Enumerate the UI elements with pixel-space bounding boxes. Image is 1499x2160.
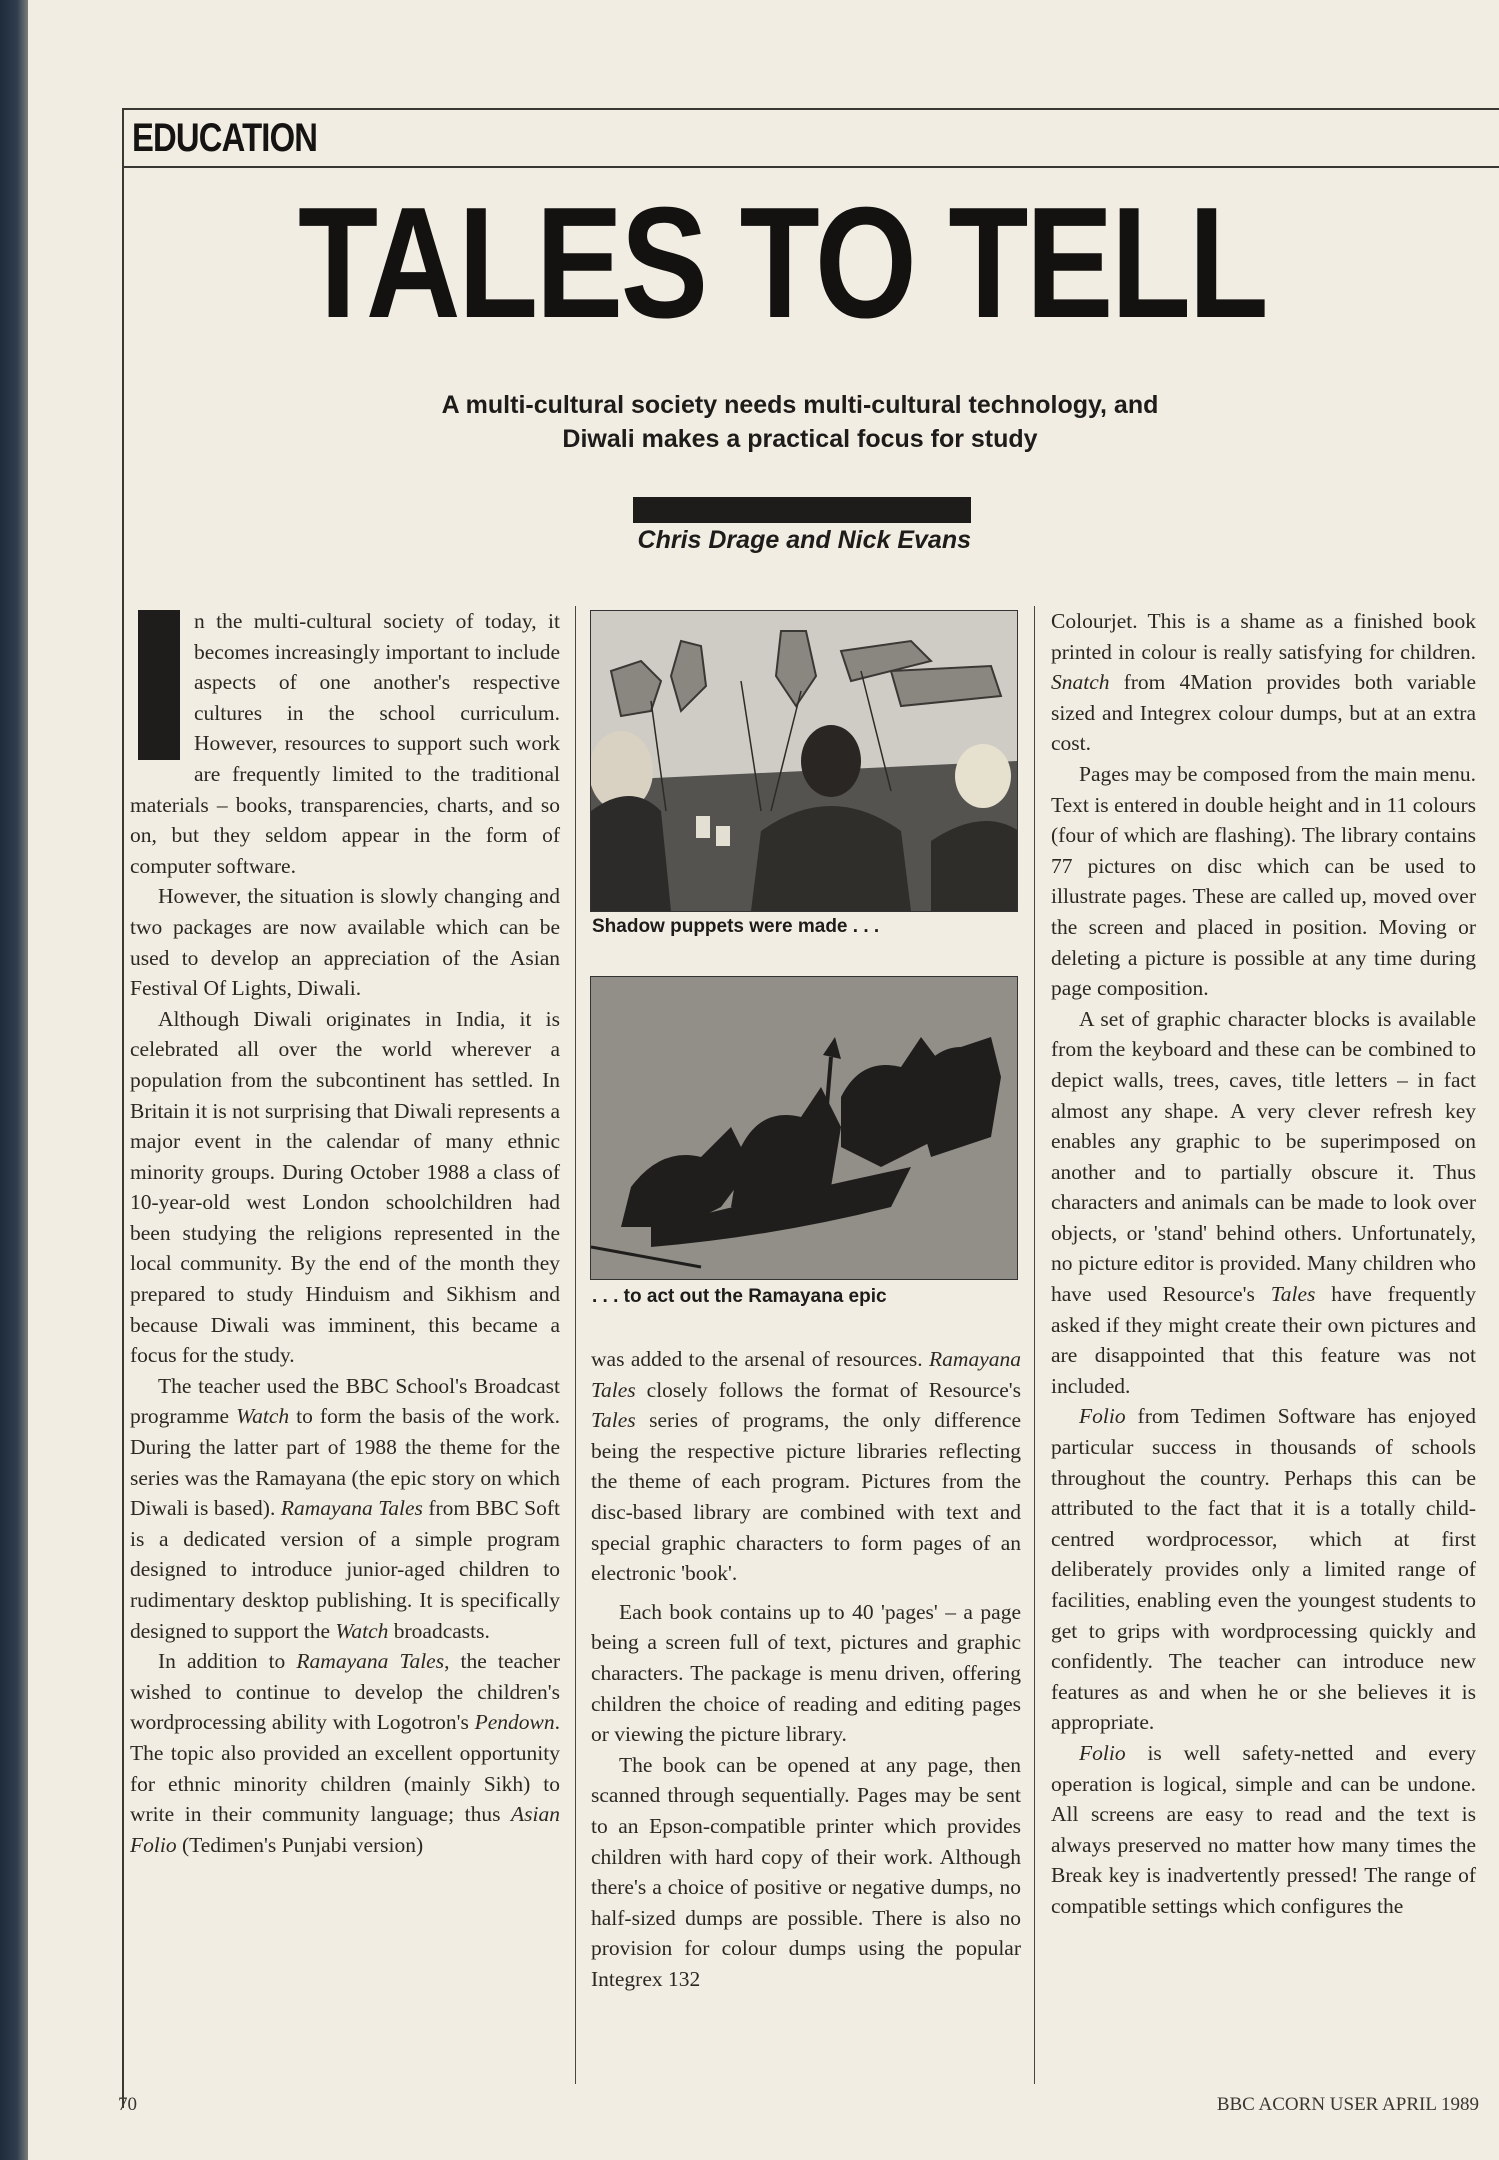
standfirst: [300, 388, 1300, 456]
paragraph: Colourjet. This is a shame as a finished book printed in colour is really satisfying for children. Snatch from 4Mation provides both variable sized and Integrex colour dumps, but at an extra cost.: [1051, 609, 1476, 756]
section-label: EDUCATION: [132, 116, 318, 160]
paragraph: A set of graphic character blocks is available from the keyboard and these can be combined to depict walls, trees, caves, title letters – in fact almost any shape. A very clever refresh key enables any graphic to be superimposed on another and to partially obscure it. Thus characters and animals can be made to look over objects, or 'stand' behind others. Unfortunately, no picture editor is provided. Many children who have used Resource's Tales have frequently asked if they might create their own pictures and are disappointed that this feature was not included.: [1051, 1006, 1477, 1398]
paragraph: n the multi-cultural society of today, it becomes increasingly important to include aspects of one another's respective cultures in the school curriculum. However, resources to support such work are frequently limited to the traditional materials – books, transparencies, charts, and so on, but they seldom appear in the form of computer software.: [130, 609, 560, 878]
binding-edge: [0, 0, 28, 2160]
paragraph: The teacher used the BBC School's Broadcast programme Watch to form the basis of the work. During the latter part of 1988 the theme for the series was the Ramayana (the epic story on which Diwali is based). Ramayana Tales from BBC Soft is a dedicated version of a simple program designed to introduce junior-aged children to rudimentary desktop publishing. It is specifically designed to support the Watch broadcasts.: [130, 1373, 560, 1643]
byline: Chris Drage and Nick Evans: [637, 526, 971, 554]
paragraph: However, the situation is slowly changing and two packages are now available which can be used to develop an appreciation of the Asian Festival Of Lights, Diwali.: [130, 884, 560, 1001]
paragraph: was added to the arsenal of resources. Ramayana Tales closely follows the format of Resource's Tales series of programs, the only difference being the respective picture libraries reflecting the theme of each program. Pictures from the disc-based library are combined with text and special graphic characters to form pages of an electronic 'book'.: [591, 1347, 1021, 1586]
caption-photo-2: . . . to act out the Ramayana epic: [592, 1286, 887, 1307]
photo-shadow-silhouettes: [590, 976, 1018, 1280]
column-rule: [1034, 606, 1035, 2084]
standfirst-line-1: A multi-cultural society needs multi-cultural technology, and: [441, 391, 1159, 419]
frame-top-rule: [122, 108, 1499, 110]
section-rule: [122, 166, 1499, 168]
publication-footer: BBC ACORN USER APRIL 1989: [1216, 2094, 1479, 2115]
article-column-1: [130, 606, 560, 1860]
headline: TALES TO TELL: [298, 175, 1267, 351]
drop-cap-block: [138, 610, 180, 760]
paragraph: Although Diwali originates in India, it is celebrated all over the world wherever a population from the subcontinent has settled. In Britain it is not surprising that Diwali represents a major event in the calendar of many ethnic minority groups. During October 1988 a class of 10-year-old west London schoolchildren had been studying the religions represented in the local community. By the end of the month they prepared to study Hinduism and Sikhism and because Diwali was imminent, this became a focus for the study.: [130, 1006, 560, 1368]
paragraph: Each book contains up to 40 'pages' – a page being a screen full of text, pictures and graphic characters. The package is menu driven, offering children the choice of reading and editing pages or viewing the picture library.: [591, 1599, 1021, 1747]
caption-photo-1: Shadow puppets were made . . .: [592, 916, 880, 937]
paragraph: The book can be opened at any page, then scanned through sequentially. Pages may be sent to an Epson-compatible printer which provides children with hard copy of their work. Although there's a choice of positive or negative dumps, no half-sized dumps are possible. There is also no provision for colour dumps using the popular Integrex 132: [591, 1752, 1021, 1991]
byline-bar: [633, 497, 971, 523]
paragraph: Folio from Tedimen Software has enjoyed particular success in thousands of schools throughout the country. Perhaps this can be attributed to the fact that it is a totally child-centred wordprocessor, which at first deliberately provides only a limited range of facilities, enabling even the youngest students to get to grips with wordprocessing quickly and confidently. The teacher can introduce new features as and when he or she believes it is appropriate.: [1051, 1404, 1476, 1735]
paragraph: In addition to Ramayana Tales, the teacher wished to continue to develop the children's wordprocessing ability with Logotron's Pendown. The topic also provided an excellent opportunity for ethnic minority children (mainly Sikh) to write in their community language; thus Asian Folio (Tedimen's Punjabi version): [130, 1649, 560, 1857]
paragraph: Folio is well safety-netted and every operation is logical, simple and can be undone. All screens are easy to read and the text is always preserved no matter how many times the Break key is inadvertently pressed! The range of compatible settings which configures the: [1051, 1740, 1476, 1918]
article-column-2: [591, 1344, 1021, 1994]
standfirst-line-2: Diwali makes a practical focus for study: [562, 425, 1038, 453]
page-number: 70: [118, 2094, 137, 2115]
article-column-3: [1051, 606, 1476, 1922]
column-rule: [575, 606, 576, 2084]
paragraph: Pages may be composed from the main menu. Text is entered in double height and in 11 colours (four of which are flashing). The library contains 77 pictures on disc which can be used to illustrate pages. These are called up, moved over the screen and placed in position. Moving or deleting a picture is possible at any time during page composition.: [1051, 761, 1476, 1001]
frame-left-rule: [122, 108, 124, 2108]
photo-shadow-puppets: [590, 610, 1018, 912]
